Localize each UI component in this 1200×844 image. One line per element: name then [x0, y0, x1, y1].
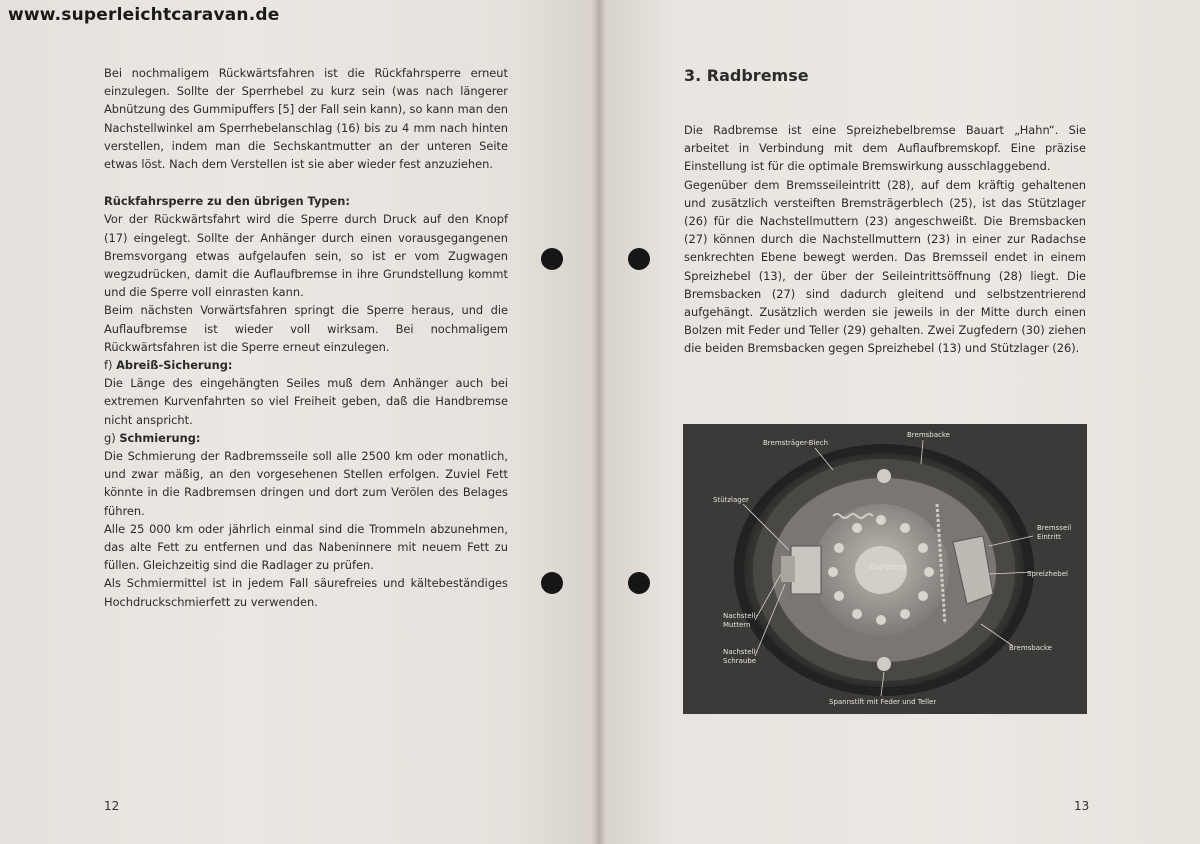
left-heading-g	[104, 429, 508, 447]
label-bremsbacke-top: Bremsbacke	[907, 431, 950, 439]
left-page-text	[104, 64, 508, 611]
binder-hole-right-bottom	[628, 572, 650, 594]
page-number-right: 13	[1074, 799, 1090, 813]
spring-pin-top	[877, 469, 891, 483]
label-nachstell-schraube-2: Schraube	[723, 657, 757, 665]
label-spannstift: Spannstift mit Feder und Teller	[829, 698, 937, 706]
right-paragraph-1: Die Radbremse ist eine Spreizhebelbremse Bauart „Hahn“. Sie arbeitet in Verbindung mit dem Auflaufbremskopf. Eine präzise Einstellung ist für die optimale Bremswirkung ausschlaggebend.	[684, 123, 1086, 174]
binder-hole-left-bottom	[541, 572, 563, 594]
heading-g-title: Schmierung:	[119, 430, 201, 445]
label-zugfedern: Zugfedern	[869, 563, 906, 571]
heading-g-prefix: g)	[104, 430, 116, 445]
binder-hole-left-top	[541, 248, 563, 270]
binder-hole-right-top	[628, 248, 650, 270]
left-paragraph-g1: Die Schmierung der Radbremsseile soll alle 2500 km oder monatlich, und zwar mäßig, an den vorgesehenen Stellen erfolgen. Zuviel Fett könnte in die Radbremsen dringen und dort zum Verölen des Belages führen.	[104, 449, 508, 518]
page-number-left: 12	[104, 799, 120, 813]
label-eintritt: Eintritt	[1037, 533, 1061, 541]
left-heading-f	[104, 356, 508, 374]
section-title: 3. Radbremse	[684, 66, 809, 85]
left-paragraph-g3: Als Schmiermittel ist in jedem Fall säurefreies und kältebeständiges Hochdruckschmierfett zu verwenden.	[104, 576, 508, 609]
support-bearing	[791, 546, 821, 594]
right-page-text	[684, 121, 1086, 358]
spring-pin	[877, 657, 891, 671]
label-bremsseil: Bremsseil	[1037, 524, 1072, 532]
watermark-url: www.superleichtcaravan.de	[8, 5, 280, 25]
label-stuetzlager: Stützlager	[713, 496, 749, 504]
left-paragraph-f: Die Länge des eingehängten Seiles muß dem Anhänger auch bei extremen Kurvenfahrten so viel Freiheit geben, daß die Handbremse nicht anspricht.	[104, 376, 508, 427]
label-nachstell-schraube-1: Nachstell-	[723, 648, 758, 656]
left-heading-rueckfahrsperre: Rückfahrsperre zu den übrigen Typen:	[104, 194, 350, 209]
label-nachstell-muttern-1: Nachstell-	[723, 612, 758, 620]
left-paragraph-2: Vor der Rückwärtsfahrt wird die Sperre durch Druck auf den Knopf (17) eingelegt. Sollte der Anhänger durch einen vorausgegangenen Bremsvorgang etwas aufgelaufen sein, so ist er vom Zugwagen wegzudrücken, damit die Auflaufbremse in ihre Grundstellung kommt und die Sperre voll einrasten kann.	[104, 212, 508, 300]
left-paragraph-1: Bei nochmaligem Rückwärtsfahren ist die Rückfahrsperre erneut einzulegen. Sollte der Sperrhebel zu kurz sein (was nach längerer Abnützung des Gummipuffers [5] der Fall sein kann), so kann man den Nachstellwinkel am Sperrhebelanschlag (16) bis zu 4 mm nach hinten verstellen, indem man die Sechskantmutter an der unteren Seite etwas löst. Nach dem Verstellen ist sie aber wieder fest anzuziehen.	[104, 66, 508, 172]
label-bremstraeger: Bremsträger-Blech	[763, 439, 829, 447]
adjuster-nuts	[781, 556, 795, 582]
left-paragraph-g2: Alle 25 000 km oder jährlich einmal sind die Trommeln abzunehmen, das alte Fett zu entfernen und das Nabeninnere mit neuem Fett zu füllen. Gleichzeitig sind die Radlager zu prüfen.	[104, 521, 508, 573]
label-spreizhebel: Spreizhebel	[1027, 570, 1068, 578]
heading-f-prefix: f)	[104, 358, 113, 373]
label-nachstell-muttern-2: Muttern	[723, 621, 751, 629]
right-paragraph-2: Gegenüber dem Bremsseileintritt (28), auf dem kräftig gehaltenen und zusätzlich versteiften Bremsträgerblech (25), ist das Stützlager (26) für die Nachstellmuttern (23) angeschweißt. Die Bremsbacken (27) können durch die Nachstellmuttern (23) in einer zur Radachse senkrechten Ebene bewegt werden. Das Bremsseil endet in einem Spreizhebel (13), der über der Seileintrittsöffnung (28) liegt. Die Bremsbacken (27) sind dadurch gleitend und selbstzentrierend aufgehängt. Zusätzlich werden sie jeweils in der Mitte durch einen Bolzen mit Feder und Teller (29) gehalten. Zwei Zugfedern (30) ziehen die beiden Bremsbacken gegen Spreizhebel (13) und Stützlager (26).	[684, 177, 1086, 356]
brake-drum-illustration	[683, 424, 1087, 714]
book-spine	[592, 0, 606, 844]
heading-f-title: Abreiß-Sicherung:	[116, 358, 233, 373]
label-bremsbacke-bottom: Bremsbacke	[1009, 644, 1052, 652]
brake-photo-figure	[683, 424, 1087, 714]
left-paragraph-3: Beim nächsten Vorwärtsfahren springt die Sperre heraus, und die Auflaufbremse ist wieder voll wirksam. Bei nochmaligem Rückwärtsfahren ist die Sperre erneut einzulegen.	[104, 303, 508, 354]
